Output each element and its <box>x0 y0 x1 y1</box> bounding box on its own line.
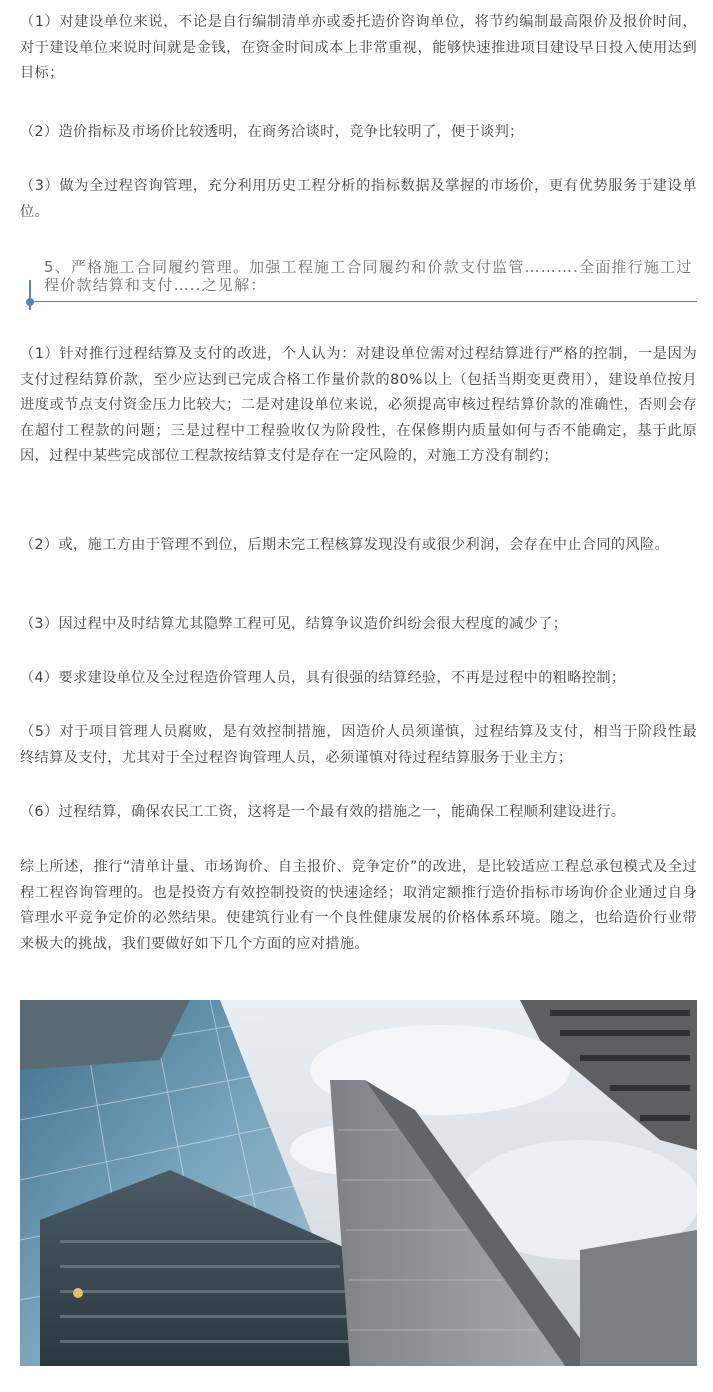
paragraph-conclusion: 综上所述，推行“清单计量、市场询价、自主报价、竞争定价”的改进，是比较适应工程总承包模式及全过程工程咨询管理的。也是投资方有效控制投资的快速途经；取消定额推行造价指标市场询价企业通过自身管理水平竞争定价的必然结果。使建筑行业有一个良性健康发展的价格体系环境。随之，也给造价行业带来极大的挑战，我们要做好如下几个方面的应对措施。 <box>20 859 697 952</box>
heading-divider <box>28 301 697 302</box>
section-heading-text: 5、严格施工合同履约管理。加强工程施工合同履约和价款支付监管……….全面推行施工过程价款结算和支付…..之见解： <box>44 258 693 294</box>
paragraph-point-3: （3）做为全过程咨询管理，充分利用历史工程分析的指标数据及掌握的市场价，更有优势服务于建设单位。 <box>20 178 697 220</box>
paragraph-settlement-6: （6）过程结算，确保农民工工资，这将是一个最有效的措施之一，能确保工程顺利建设进行。 <box>20 804 626 820</box>
heading-dot <box>26 298 34 306</box>
paragraph-settlement-3: （3）因过程中及时结算尤其隐弊工程可见，结算争议造价纠纷会很大程度的减少了； <box>20 616 568 632</box>
paragraph-point-2: （2）造价指标及市场价比较透明，在商务洽谈时，竞争比较明了，便于谈判； <box>20 124 524 140</box>
paragraph-settlement-5: （5）对于项目管理人员腐败，是有效控制措施，因造价人员须谨慎，过程结算及支付，相当于阶段性最终结算及支付，尤其对于全过程咨询管理人员，必须谨慎对待过程结算服务于业主方； <box>20 724 697 766</box>
paragraph-settlement-1: （1）针对推行过程结算及支付的改进，个人认为：对建设单位需对过程结算进行严格的控制，一是因为支付过程结算价款，至少应达到已完成合格工作量价款的80%以上（包括当期变更费用），建设单位按月进度或节点支付资金压力比较大；二是对建设单位来说，必须提高审核过程结算价款的准确性，否则会存在超付工程款的问题；三是过程中工程验收仅为阶段性，在保修期内质量如何与否不能确定，基于此原因，过程中某些完成部位工程款按结算支付是存在一定风险的，对施工方没有制约； <box>20 346 697 464</box>
paragraph-settlement-2: （2）或，施工方由于管理不到位，后期未完工程核算发现没有或很少利润，会存在中止合同的风险。 <box>20 537 670 553</box>
paragraph-point-1: （1）对建设单位来说，不论是自行编制清单亦或委托造价咨询单位，将节约编制最高限价及报价时间，对于建设单位来说时间就是金钱，在资金时间成本上非常重视，能够快速推进项目建设早日投入使用达到目标； <box>20 14 697 81</box>
skyscraper-photo <box>20 1000 697 1366</box>
section-heading <box>20 256 697 306</box>
skyscraper-illustration <box>20 1000 697 1366</box>
paragraph-settlement-4: （4）要求建设单位及全过程造价管理人员，具有很强的结算经验，不再是过程中的粗略控制； <box>20 670 626 686</box>
